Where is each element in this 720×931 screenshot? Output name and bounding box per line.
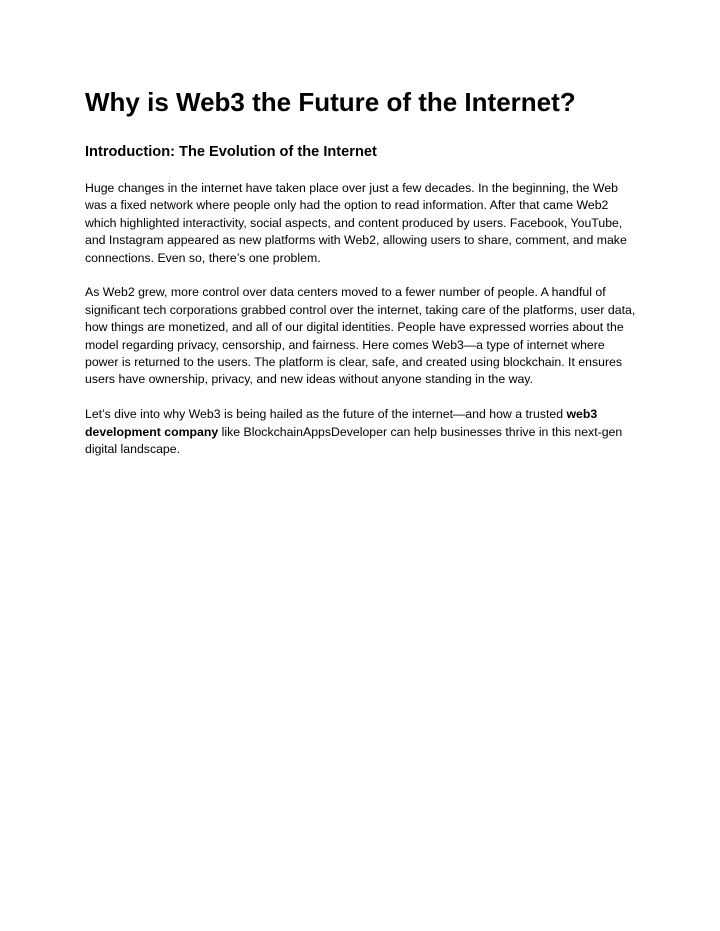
page-title: Why is Web3 the Future of the Internet? — [85, 87, 576, 117]
closing-text-bold: web3 development company — [85, 407, 598, 439]
paragraph-intro: Huge changes in the internet have taken place over just a few decades. In the beginning, the Web was a fixed network where people only had the option to read information. After that came Web2 which highlighted interactivity, social aspects, and content produced by users. Facebook, YouTube, and Instagram appeared as new platforms with Web2, allowing users to share, comment, and make connections. Even so, there’s one problem. — [85, 181, 627, 265]
paragraph-web2-control: As Web2 grew, more control over data centers moved to a fewer number of people. A handful of significant tech corporations grabbed control over the internet, taking care of the platforms, user data, how things are monetized, and all of our digital identities. People have expressed worries about the model regarding privacy, censorship, and fairness. Here comes Web3—a type of internet where power is returned to the users. The platform is clear, safe, and created using blockchain. It ensures users have ownership, privacy, and new ideas without anyone standing in the way. — [85, 285, 636, 387]
closing-text-after: like BlockchainAppsDeveloper can help businesses thrive in this next-gen digital landscape. — [85, 424, 623, 457]
paragraph-closing — [85, 406, 641, 458]
section-heading: Introduction: The Evolution of the Internet — [85, 144, 377, 160]
document-page — [85, 85, 641, 458]
closing-text-before: Let’s dive into why Web3 is being hailed as the future of the internet—and how a trusted — [85, 407, 567, 422]
